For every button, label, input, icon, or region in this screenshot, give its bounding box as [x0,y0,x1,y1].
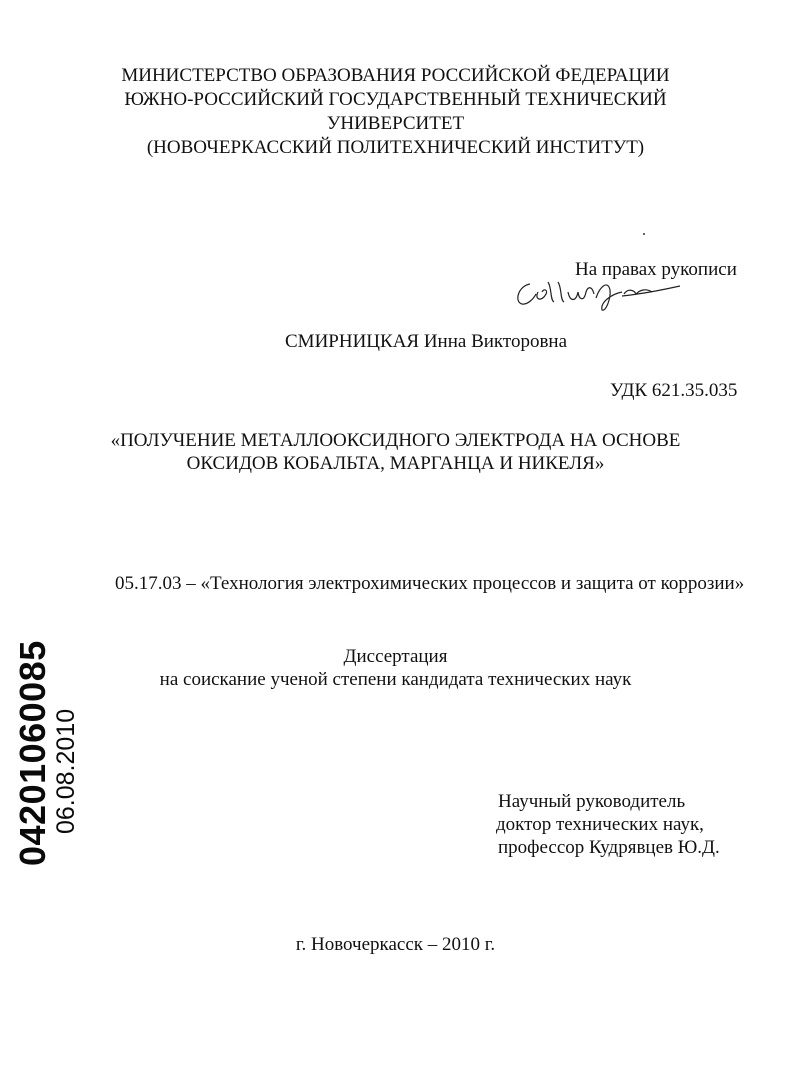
dissertation-label: Диссертация [343,646,448,667]
degree-sought: на соискание ученой степени кандидата технических наук [159,669,632,690]
place-year: г. Новочеркасск – 2010 г. [295,934,496,955]
supervisor-name: профессор Кудрявцев Ю.Д. [498,837,720,858]
thesis-title-line-1: «ПОЛУЧЕНИЕ МЕТАЛЛООКСИДНОГО ЭЛЕКТРОДА НА ОСНОВЕ [110,430,681,451]
header-line-2: ЮЖНО-РОССИЙСКИЙ ГОСУДАРСТВЕННЫЙ ТЕХНИЧЕСКИЙ [124,89,667,110]
supervisor-degree: доктор технических наук, [496,814,704,835]
header-line-3: УНИВЕРСИТЕТ [326,113,465,134]
author-signature [512,272,682,314]
library-stamp-date: 06.08.2010 [52,708,80,834]
header-line-1: МИНИСТЕРСТВО ОБРАЗОВАНИЯ РОССИЙСКОЙ ФЕДЕРАЦИИ [121,65,670,86]
supervisor-role: Научный руководитель [498,791,686,812]
udk-code: УДК 621.35.035 [610,380,738,401]
author-name: СМИРНИЦКАЯ Инна Викторовна [285,331,568,352]
header-line-4: (НОВОЧЕРКАССКИЙ ПОЛИТЕХНИЧЕСКИЙ ИНСТИТУТ) [146,137,645,158]
library-stamp-code: 04201060085 [12,640,53,866]
thesis-title-line-2: ОКСИДОВ КОБАЛЬТА, МАРГАНЦА И НИКЕЛЯ» [186,453,605,474]
scan-speck [643,233,645,235]
manuscript-note: На правах рукописи [575,259,737,280]
specialty-code: 05.17.03 – «Технология электрохимических процессов и защита от коррозии» [115,573,745,594]
ministry-header [0,64,791,160]
